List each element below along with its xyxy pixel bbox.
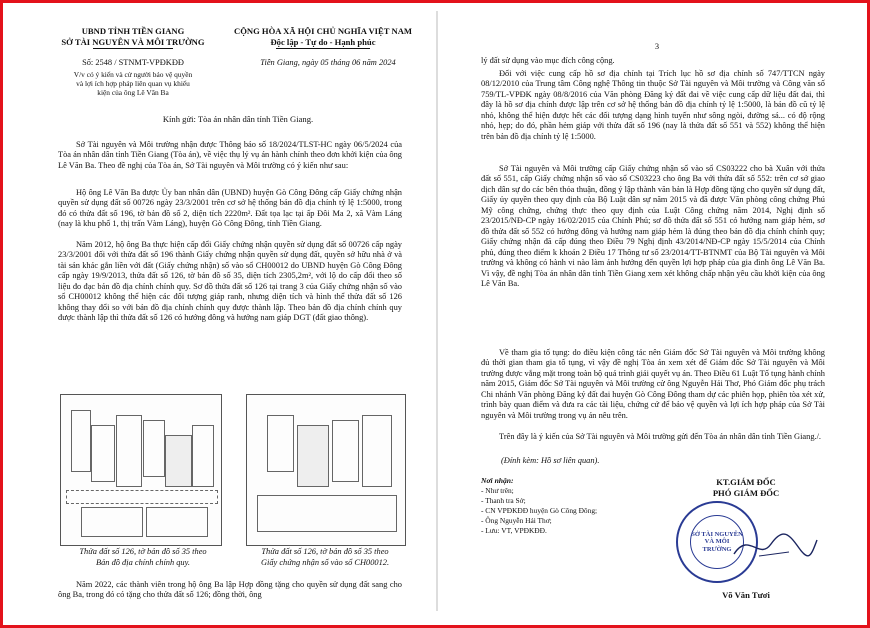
signer-name: Võ Văn Tươi: [722, 590, 770, 600]
subject-line1: V/v có ý kiến và cử người bảo vệ quyền: [73, 70, 193, 79]
doc-number: Số: 2548 / STNMT-VPĐKĐĐ: [82, 58, 184, 67]
map-parcel: [362, 415, 392, 487]
motto-underline: [276, 48, 370, 49]
right-paragraph-3: Về tham gia tố tụng: do điều kiện công tác nên Giám đốc Sở Tài nguyên và Môi trường không đủ thời gian tham gia tố tụng, vì vậy đề nghị Tòa án xem xét để Giám đốc Sở Tài nguyên và Môi trường được vắng mặt trong toàn bộ quá trình giải quyết vụ án. Theo Điều 61 Luật Tố tụng hành chính năm 2015, Giám đốc Sở Tài nguyên và Môi trường cử ông Nguyễn Hải Thơ, Phó Giám đốc phụ trách Chi nhánh Văn phòng Đăng ký đất đai huyện Gò Công Đông tham dự các phiên họp, phiên tòa xét xử, trình bày quan điểm và đưa ra các tài liệu, chứng cứ để bảo vệ quyền và lợi ích hợp pháp của Sở Tài nguyên và Môi trường trong vụ án nêu trên.: [481, 348, 825, 420]
subject-line2: và lợi ích hợp pháp liên quan vụ khiếu: [76, 79, 190, 88]
page-divider: [436, 11, 438, 611]
right-paragraph-4: Trên đây là ý kiến của Sở Tài nguyên và Môi trường gửi đến Tòa án nhân dân tỉnh Tiền Giang./.: [499, 432, 822, 441]
map-parcel: [71, 410, 91, 472]
recipients-title: Nơi nhận:: [481, 476, 514, 485]
caption-2-line2: Giấy chứng nhận số vào sổ CH00012.: [260, 558, 390, 567]
page-number: 3: [654, 42, 660, 51]
left-paragraph-3: Năm 2012, hộ ông Ba thực hiện cấp đổi Giấy chứng nhận quyền sử dụng đất số 00726 cấp ngày 23/3/2001 đối với thửa đất số 196 thành Giấy chứng nhận quyền sử dụng đất, quyền sở hữu nhà ở và tài sản khác gắn liền với đất (Giấy chứng nhận) số vào sổ CH00012 do UBND huyện Gò Công Đông cấp ngày 19/9/2013, thửa đất số 126, tờ bản đồ số 35, diện tích 2305,2m², với lộ do cấp đổi theo số liệu đo đạc bản đồ địa chính chính quy. Sơ đồ thửa đất số 126 tại trang 3 của Giấy chứng nhận số vào sổ CH00012 không thể hiện các đối tượng giáp ranh, nhưng diện tích và hình thể thửa đất số 126 không thay đổi so với bản đồ địa chính chính quy được thành lập. Theo bản đồ địa chính chính quy được thành lập thì thửa đất số 126 có hướng đông và hướng nam giáp DGT (đất giao thông).: [58, 240, 402, 323]
left-page: [58, 6, 428, 624]
recipient-item: - Lưu: VT, VPĐKĐĐ.: [481, 526, 547, 535]
agency-line2: SỞ TÀI NGUYÊN VÀ MÔI TRƯỜNG: [61, 37, 205, 47]
map-parcel-highlight: [297, 425, 329, 487]
agency-underline: [93, 48, 173, 49]
seal-text: SỞ TÀI NGUYÊN VÀ MÔI TRƯỜNG: [691, 530, 743, 553]
right-paragraph-1: Đối với việc cung cấp hồ sơ địa chính tại Trích lục hồ sơ địa chính số 747/TTCN ngày 08/12/2010 của Trung tâm Công nghệ Thông tin thuộc Sở Tài nguyên và Môi trường và Công văn số 759/TL-VPĐK ngày 08/8/2016 của Văn phòng Đăng ký đất đai về việc cung cấp dữ liệu đất đai, thì đây là hồ sơ địa chính được lập trên cơ sở hệ thống bản đồ địa chính tỷ lệ 1:5000, là bản đồ cũ tỷ lệ nhỏ, không thể hiện được hết các đối tượng dạng hình tuyến như sông ngòi, đường sá... có độ rộng nhỏ, hẹp; do đó, phần hẻm giáp với thửa đất số 196 (nay là thửa đất số 551 và 552) không thể hiện trên bản đồ địa chính tỷ lệ 1:5000.: [481, 69, 825, 141]
right-line-0: lý đất sử dụng vào mục đích công cộng.: [481, 56, 615, 65]
map-parcel: [143, 420, 165, 477]
signature-title-2: PHÓ GIÁM ĐỐC: [712, 488, 780, 498]
caption-2-line1: Thửa đất số 126, tờ bản đồ số 35 theo: [261, 547, 389, 556]
map-parcel: [146, 507, 208, 537]
recipient-item: - Thanh tra Sở;: [481, 496, 526, 505]
certificate-plot-figure: [246, 394, 406, 546]
recipient-item: - Ông Nguyễn Hải Thơ;: [481, 516, 552, 525]
left-paragraph-4: Năm 2022, các thành viên trong hộ ông Ba lập Hợp đồng tặng cho quyền sử dụng đất sang cho ông Ba, trong đó có tặng cho thửa đất số 126; đồng thời, ông: [58, 580, 402, 600]
signature-title-1: KT.GIÁM ĐỐC: [716, 477, 776, 487]
right-page: [481, 6, 833, 624]
map-parcel: [91, 425, 115, 482]
agency-line1: UBND TỈNH TIỀN GIANG: [81, 26, 185, 36]
caption-1-line1: Thửa đất số 126, tờ bản đồ số 35 theo: [79, 547, 207, 556]
subject-line3: kiện của ông Lê Văn Ba: [97, 88, 169, 97]
issue-date: Tiền Giang, ngày 05 tháng 06 năm 2024: [260, 58, 396, 67]
map-parcel: [267, 415, 294, 472]
map-parcel: [332, 420, 359, 482]
recipient-line: Kính gửi: Tòa án nhân dân tỉnh Tiền Giang.: [162, 114, 314, 124]
map-parcel: [81, 507, 143, 537]
cadastral-map-figure: [60, 394, 222, 546]
map-parcel-highlight: [165, 435, 192, 487]
map-parcel: [192, 425, 214, 487]
left-paragraph-2: Hộ ông Lê Văn Ba được Ủy ban nhân dân (UBND) huyện Gò Công Đông cấp Giấy chứng nhận quyền sử dụng đất số 00726 ngày 23/3/2001 trên cơ sở hệ thống bản đồ địa chính tỷ lệ 1:5000, trong đó có thửa đất số 196, tờ bản đồ số 2, diện tích 2220m². Đất tọa lạc tại ấp Đôi Ma 2, xã Vàm Láng (nay là khu phố 1, thị trấn Vàm Láng), huyện Gò Công Đông, tỉnh Tiền Giang.: [58, 188, 402, 229]
national-motto: Độc lập - Tự do - Hạnh phúc: [270, 37, 376, 47]
handwritten-signature: [729, 526, 819, 566]
map-parcel: [116, 415, 142, 487]
caption-1-line2: Bản đồ địa chính chính quy.: [96, 558, 190, 567]
right-paragraph-2: Sở Tài nguyên và Môi trường cấp Giấy chứng nhận số vào sổ CS03222 cho bà Xuân với thửa đất số 551, cấp Giấy chứng nhận số vào sổ CS03223 cho ông Ba với thửa đất số 552: trên cơ sở giao dịch dân sự do các bên thỏa thuận, đồng ý lập thành văn bản là Hợp đồng tặng cho quyền sử dụng đất, Giấy ủy quyền theo quy định của Bộ Luật dân sự năm 2015 và đã được Văn phòng công chứng Phú Mỹ công chứng, chứng thực theo quy định của Luật Công chứng năm 2014, Nghị định số 23/2015/NĐ-CP ngày 16/02/2015 của Chính Phủ; sơ đồ thửa đất số 551 có hướng nam giáp hẻm, sơ đồ thửa đất số 552 có hướng đông và hướng nam giáp hẻm là đúng theo bản đồ địa chính chính quy; Giấy chứng nhận đã cấp đúng theo Điều 79 Nghị định 43/2014/NĐ-CP ngày 15/5/2014 của Chính phủ, đúng theo điểm k khoản 2 Điều 17 Thông tư số 23/2014/TT-BTNMT của Bộ Tài nguyên và Môi trường và không có hành vi nào làm ảnh hưởng đến quyền lợi hợp pháp của gia đình ông Lê Văn Ba. Vì vậy, đề nghị Tòa án nhân dân tỉnh Tiền Giang xem xét không chấp nhận yêu cầu khởi kiện của ông Lê Văn Ba.: [481, 164, 825, 288]
recipient-item: - CN VPĐKĐĐ huyện Gò Công Đông;: [481, 506, 598, 515]
recipient-item: - Như trên;: [481, 486, 514, 495]
map-road: [66, 490, 218, 504]
attachment-note: (Đính kèm: Hồ sơ liên quan).: [501, 456, 600, 465]
left-paragraph-1: Sở Tài nguyên và Môi trường nhận được Thông báo số 18/2024/TLST-HC ngày 06/5/2024 của Tòa án nhân dân tỉnh Tiền Giang (Tòa án), về việc thụ lý vụ án hành chính theo đơn khởi kiện của ông Lê Văn Ba. Theo đề nghị của Tòa án, Sở Tài nguyên và Môi trường có ý kiến như sau:: [58, 140, 402, 170]
map-parcel: [257, 495, 397, 532]
national-title: CỘNG HÒA XÃ HỘI CHỦ NGHĨA VIỆT NAM: [233, 26, 413, 36]
